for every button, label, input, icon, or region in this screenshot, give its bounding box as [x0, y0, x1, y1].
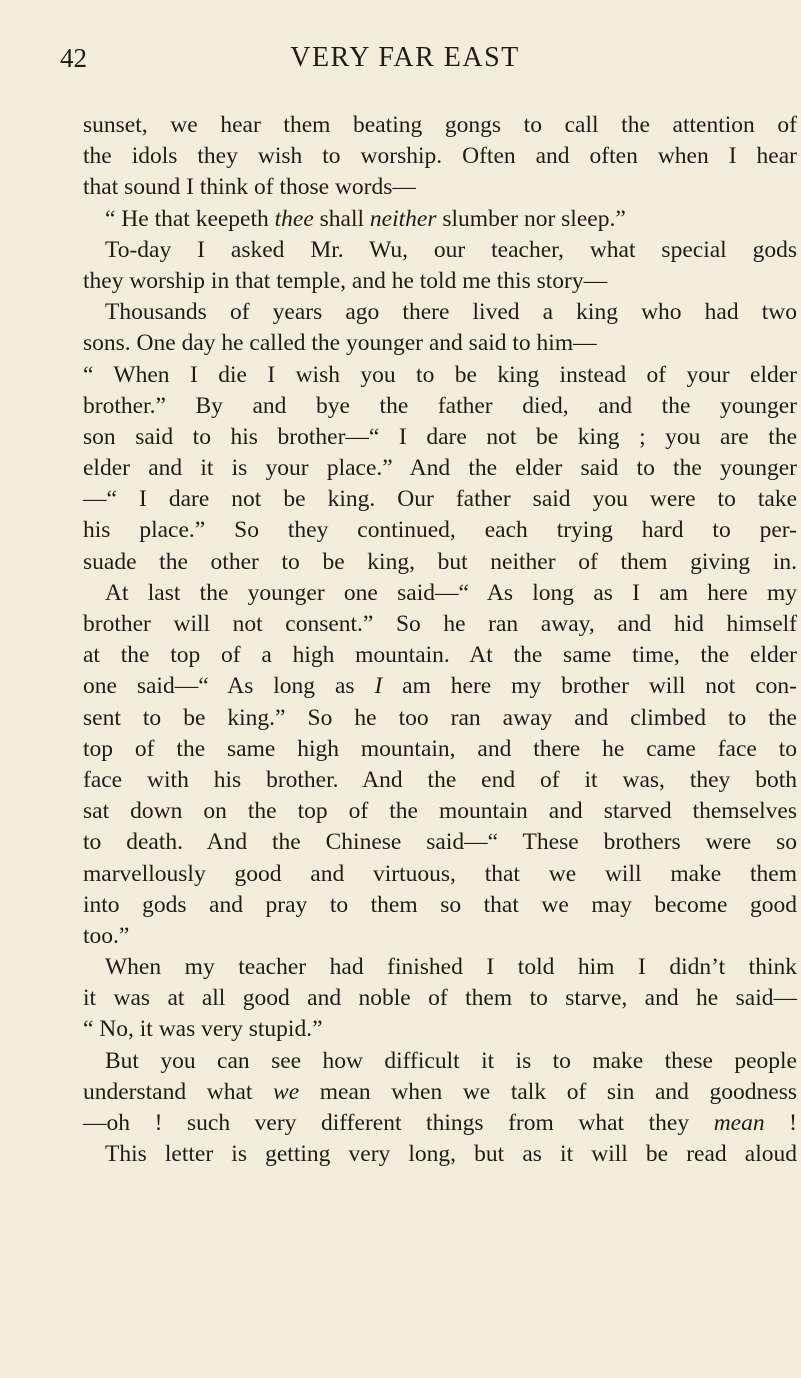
text-line — [83, 1077, 797, 1108]
text-segment: son said to his brother—“ I dare not be king ; you are the — [83, 423, 797, 450]
text-segment: elder and it is your place.” And the elder said to the younger — [83, 455, 797, 482]
text-line — [83, 640, 797, 671]
text-line — [83, 765, 797, 796]
text-segment: —oh ! such very different things from what they — [83, 1110, 714, 1136]
text-line — [83, 796, 797, 827]
text-segment: “ No, it was very stupid.” — [83, 1016, 323, 1043]
page-number: 42 — [60, 43, 87, 73]
text-line — [83, 547, 797, 578]
text-line — [83, 391, 797, 422]
text-line — [83, 110, 797, 141]
italic-text: I — [374, 673, 383, 700]
text-line — [83, 890, 797, 921]
italic-text: neither — [369, 205, 437, 232]
text-segment: face with his brother. And the end of it was, they both — [83, 766, 797, 793]
text-line — [83, 141, 797, 172]
text-segment: sunset, we hear them beating gongs to call the attention of — [83, 112, 797, 138]
text-segment: they worship in that temple, and he told me this story— — [83, 267, 608, 294]
text-segment: “ He that keepeth — [105, 205, 275, 232]
text-line — [83, 172, 797, 203]
text-segment: marvellously good and virtuous, that we will make them — [83, 860, 797, 887]
text-segment: one said—“ As long as — [83, 673, 375, 700]
text-line — [83, 1139, 797, 1170]
italic-text: thee — [274, 205, 314, 232]
text-line — [83, 921, 797, 952]
text-segment: into gods and pray to them so that we may become good — [83, 891, 797, 918]
body-text — [83, 110, 797, 1170]
text-line — [83, 578, 797, 609]
text-line — [83, 515, 797, 546]
text-line — [83, 453, 797, 484]
text-line — [83, 827, 797, 858]
text-segment: to death. And the Chinese said—“ These brothers were so — [83, 829, 797, 856]
text-segment: the idols they wish to worship. Often and often when I hear — [83, 143, 797, 170]
text-line — [83, 1014, 797, 1045]
text-segment: that sound I think of those words— — [83, 174, 416, 201]
text-segment: To-day I asked Mr. Wu, our teacher, what special gods — [105, 236, 797, 263]
running-title: VERY FAR EAST — [290, 42, 520, 73]
text-line — [83, 328, 797, 359]
text-line — [83, 422, 797, 453]
text-segment: brother.” By and bye the father died, and the younger — [83, 392, 797, 419]
text-line — [83, 734, 797, 765]
text-segment: At last the younger one said—“ As long as I am here my — [105, 579, 797, 606]
text-line — [83, 484, 797, 515]
text-segment: his place.” So they continued, each trying hard to per- — [83, 517, 797, 544]
text-line — [83, 859, 797, 890]
text-segment: slumber nor sleep.” — [436, 205, 626, 232]
text-line — [83, 204, 797, 235]
text-segment: shall — [313, 205, 370, 232]
text-segment: “ When I die I wish you to be king instead of your elder — [83, 361, 797, 388]
text-line — [83, 703, 797, 734]
text-line — [83, 983, 797, 1014]
text-segment: This letter is getting very long, but as it will be read aloud — [105, 1141, 797, 1168]
running-head — [60, 38, 750, 78]
text-segment: brother will not consent.” So he ran away, and hid himself — [83, 611, 797, 637]
text-line — [83, 952, 797, 983]
text-segment: ! — [764, 1110, 798, 1136]
text-line — [83, 235, 797, 266]
text-segment: too.” — [83, 922, 130, 949]
text-segment: sat down on the top of the mountain and starved themselves — [83, 798, 797, 825]
text-segment: —“ I dare not be king. Our father said you were to take — [83, 486, 797, 513]
text-segment: top of the same high mountain, and there he came face to — [83, 735, 797, 762]
text-segment: Thousands of years ago there lived a king who had two — [105, 299, 797, 326]
text-line — [83, 609, 797, 640]
text-line — [83, 266, 797, 297]
text-line — [83, 1046, 797, 1077]
text-segment: sons. One day he called the younger and said to him— — [83, 330, 597, 357]
text-segment: When my teacher had finished I told him I didn’t think — [105, 954, 797, 981]
text-segment: it was at all good and noble of them to starve, and he said— — [83, 985, 797, 1012]
text-segment: understand what — [83, 1078, 274, 1105]
text-segment: sent to be king.” So he too ran away and climbed to the — [83, 704, 797, 731]
text-line — [83, 671, 797, 702]
text-line — [83, 1108, 797, 1139]
text-segment: But you can see how difficult it is to make these people — [105, 1047, 797, 1074]
text-line — [83, 360, 797, 391]
text-line — [83, 297, 797, 328]
italic-text: we — [273, 1078, 300, 1105]
text-segment: suade the other to be king, but neither of them giving in. — [83, 548, 797, 575]
text-segment: mean when we talk of sin and goodness — [299, 1078, 797, 1105]
text-segment: at the top of a high mountain. At the same time, the elder — [83, 642, 797, 669]
italic-text: mean — [713, 1110, 765, 1136]
text-segment: am here my brother will not con- — [382, 673, 797, 700]
